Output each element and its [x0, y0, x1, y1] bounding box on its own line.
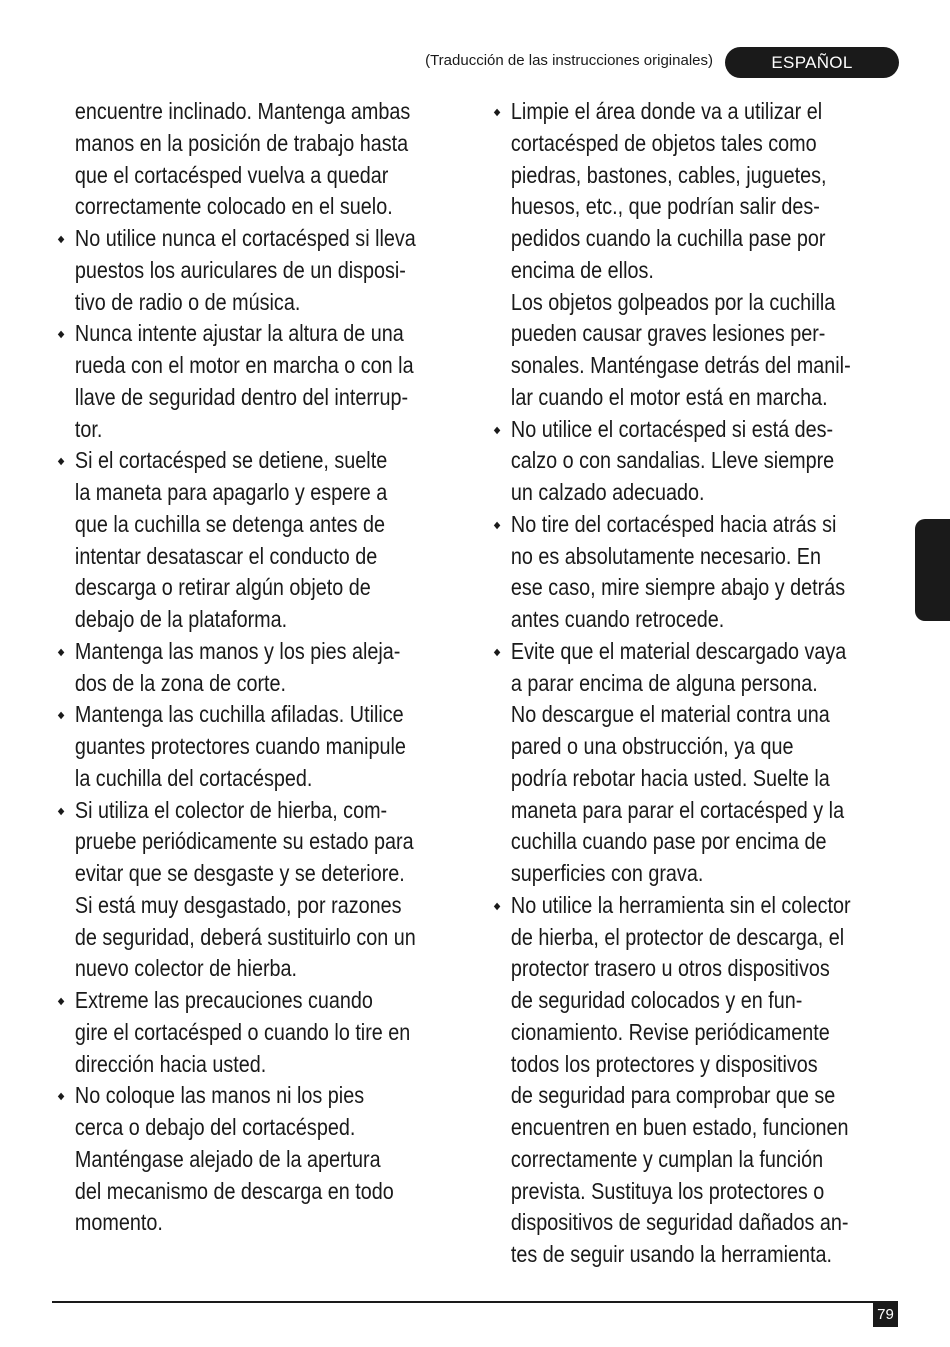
line-text: que el cortacésped vuelva a quedar: [74, 161, 389, 188]
text-line: [492, 1207, 849, 1239]
diamond-bullet-icon: ◆: [57, 329, 65, 341]
line-text: cionamiento. Revise periódicamente: [510, 1018, 830, 1045]
text-line: [492, 128, 846, 160]
line-text: sonales. Manténgase detrás del manil-: [510, 352, 851, 378]
line-text: ese caso, mire siempre abajo y detrás: [510, 574, 846, 601]
text-line: [492, 1144, 846, 1176]
text-line: [56, 731, 409, 763]
text-line: [492, 350, 851, 382]
text-line: [56, 1080, 409, 1112]
line-text: maneta para parar el cortacésped y la: [510, 796, 845, 823]
diamond-bullet-icon: ◆: [57, 805, 65, 817]
line-text: no es absolutamente necesario. En: [510, 542, 822, 569]
language-badge: ESPAÑOL: [725, 47, 899, 78]
text-line: [492, 414, 846, 446]
line-text: encuentren en buen estado, funcionen: [510, 1114, 849, 1140]
line-text: cortacésped de objetos tales como: [510, 129, 817, 156]
text-line: [56, 1207, 409, 1239]
text-line: [492, 1080, 846, 1112]
line-text: Mantenga las cuchilla afiladas. Utilice: [74, 701, 404, 728]
text-line: [492, 287, 846, 319]
text-line: [492, 858, 846, 890]
text-line: [56, 1112, 409, 1144]
line-text: correctamente colocado en el suelo.: [74, 193, 393, 220]
line-text: Si está muy desgastado, por razones: [74, 891, 402, 918]
line-text: de seguridad para comprobar que se: [510, 1082, 836, 1109]
line-text: del mecanismo de descarga en todo: [74, 1177, 394, 1204]
line-text: dispositivos de seguridad dañados an-: [510, 1209, 849, 1236]
diamond-bullet-icon: ◆: [57, 646, 65, 658]
text-line: [492, 1049, 846, 1081]
text-line: [492, 572, 846, 604]
text-line: [492, 795, 846, 827]
left-column: [56, 96, 466, 1239]
text-line: [56, 636, 409, 668]
diamond-bullet-icon: ◆: [57, 1091, 65, 1103]
line-text: de hierba, el protector de descarga, el: [510, 923, 845, 950]
text-line: [492, 477, 846, 509]
line-text: No utilice la herramienta sin el colector: [510, 891, 851, 918]
text-line: [492, 1112, 849, 1144]
text-line: [492, 509, 846, 541]
line-text: pueden causar graves lesiones per-: [510, 320, 826, 347]
line-text: todos los protectores y dispositivos: [510, 1050, 818, 1077]
text-line: [492, 890, 851, 922]
line-text: descarga o retirar algún objeto de: [74, 574, 371, 601]
text-line: [56, 604, 409, 636]
text-line: [492, 223, 846, 255]
text-line: [56, 223, 416, 255]
line-text: dirección hacia usted.: [74, 1050, 267, 1077]
line-text: encuentre inclinado. Mantenga ambas: [74, 98, 411, 124]
line-text: lar cuando el motor está en marcha.: [510, 383, 828, 410]
text-line: [492, 985, 846, 1017]
text-line: [56, 96, 409, 128]
text-line: [56, 826, 414, 858]
text-line: [56, 890, 409, 922]
text-line: [56, 445, 409, 477]
line-text: huesos, etc., que podrían salir des-: [510, 193, 820, 220]
text-line: [56, 477, 409, 509]
text-line: [56, 509, 409, 541]
line-text: rueda con el motor en marcha o con la: [74, 352, 414, 378]
line-text: correctamente y cumplan la función: [510, 1145, 824, 1172]
line-text: tivo de radio o de música.: [74, 288, 301, 315]
line-text: calzo o con sandalias. Lleve siempre: [510, 447, 835, 474]
diamond-bullet-icon: ◆: [57, 710, 65, 722]
diamond-bullet-icon: ◆: [493, 519, 501, 531]
line-text: debajo de la plataforma.: [74, 606, 288, 632]
line-text: podría rebotar hacia usted. Suelte la: [510, 764, 830, 791]
text-line: [56, 858, 409, 890]
line-text: la maneta para apagarlo y espere a: [74, 479, 388, 505]
text-line: [492, 191, 846, 223]
line-text: Limpie el área donde va a utilizar el: [510, 98, 823, 124]
text-line: [56, 699, 409, 731]
line-text: No utilice el cortacésped si está des-: [510, 415, 834, 442]
text-line: [56, 350, 414, 382]
page-number: 79: [873, 1303, 898, 1327]
diamond-bullet-icon: ◆: [493, 107, 501, 118]
text-line: [56, 572, 409, 604]
text-line: [492, 445, 846, 477]
line-text: cuchilla cuando pase por encima de: [510, 828, 827, 855]
diamond-bullet-icon: ◆: [57, 234, 65, 245]
diamond-bullet-icon: ◆: [57, 456, 65, 468]
text-line: [492, 636, 846, 668]
line-text: llave de seguridad dentro del interrup-: [74, 383, 409, 410]
line-text: momento.: [74, 1209, 163, 1236]
diamond-bullet-icon: ◆: [493, 646, 501, 658]
text-line: [56, 160, 409, 192]
text-line: [492, 604, 846, 636]
text-line: [56, 1176, 409, 1208]
text-line: [492, 160, 846, 192]
diamond-bullet-icon: ◆: [493, 900, 501, 912]
text-line: [56, 795, 409, 827]
text-line: [492, 255, 846, 287]
text-line: [56, 382, 409, 414]
text-line: [492, 318, 846, 350]
text-line: [56, 668, 409, 700]
line-text: No coloque las manos ni los pies: [74, 1082, 365, 1109]
line-text: antes cuando retrocede.: [510, 606, 725, 632]
text-line: [492, 1017, 846, 1049]
text-line: [56, 318, 409, 350]
line-text: Mantenga las manos y los pies aleja-: [74, 637, 401, 664]
line-text: piedras, bastones, cables, juguetes,: [510, 161, 827, 188]
translation-note: (Traducción de las instrucciones originales): [425, 52, 713, 69]
footer-rule: [52, 1301, 898, 1303]
line-text: Si utiliza el colector de hierba, com-: [74, 796, 388, 823]
text-line: [56, 287, 409, 319]
diamond-bullet-icon: ◆: [57, 996, 65, 1007]
line-text: intentar desatascar el conducto de: [74, 542, 378, 569]
line-text: a parar encima de alguna persona.: [510, 669, 818, 696]
line-text: puestos los auriculares de un disposi-: [74, 256, 406, 283]
line-text: No utilice nunca el cortacésped si lleva: [74, 225, 416, 251]
section-tab: [915, 519, 950, 621]
text-line: [492, 826, 846, 858]
line-text: gire el cortacésped o cuando lo tire en: [74, 1018, 411, 1045]
text-line: [56, 191, 409, 223]
line-text: un calzado adecuado.: [510, 479, 705, 505]
line-text: Extreme las precauciones cuando: [74, 987, 373, 1013]
line-text: cerca o debajo del cortacésped.: [74, 1114, 356, 1140]
text-line: [492, 763, 846, 795]
line-text: protector trasero u otros dispositivos: [510, 955, 830, 982]
right-column: [492, 96, 904, 1271]
line-text: nuevo colector de hierba.: [74, 955, 298, 982]
text-line: [492, 731, 846, 763]
line-text: superficies con grava.: [510, 860, 704, 886]
text-line: [492, 96, 846, 128]
line-text: de seguridad colocados y en fun-: [510, 987, 803, 1013]
line-text: Si el cortacésped se detiene, suelte: [74, 447, 388, 474]
line-text: Manténgase alejado de la apertura: [74, 1145, 381, 1172]
line-text: encima de ellos.: [510, 256, 654, 283]
line-text: tes de seguir usando la herramienta.: [510, 1241, 832, 1267]
line-text: evitar que se desgaste y se deteriore.: [74, 860, 405, 886]
line-text: manos en la posición de trabajo hasta: [74, 129, 409, 156]
line-text: Los objetos golpeados por la cuchilla: [510, 288, 836, 315]
line-text: pruebe periódicamente su estado para: [74, 828, 414, 855]
text-line: [492, 382, 846, 414]
text-line: [492, 1239, 846, 1271]
text-line: [56, 922, 416, 954]
line-text: prevista. Sustituya los protectores o: [510, 1177, 825, 1204]
text-line: [492, 953, 846, 985]
line-text: que la cuchilla se detenga antes de: [74, 510, 386, 537]
text-line: [56, 953, 409, 985]
text-line: [56, 763, 409, 795]
line-text: tor.: [74, 415, 103, 442]
text-line: [56, 1049, 409, 1081]
text-line: [492, 541, 846, 573]
text-line: [492, 699, 846, 731]
text-line: [492, 668, 846, 700]
text-line: [56, 128, 409, 160]
text-line: [56, 985, 409, 1017]
text-line: [56, 1017, 409, 1049]
line-text: Nunca intente ajustar la altura de una: [74, 320, 404, 347]
line-text: No tire del cortacésped hacia atrás si: [510, 510, 837, 537]
text-line: [56, 414, 409, 446]
line-text: guantes protectores cuando manipule: [74, 733, 406, 759]
diamond-bullet-icon: ◆: [493, 424, 501, 436]
text-line: [56, 255, 409, 287]
line-text: de seguridad, deberá sustituirlo con un: [74, 923, 416, 950]
text-line: [56, 541, 409, 573]
text-line: [56, 1144, 409, 1176]
line-text: la cuchilla del cortacésped.: [74, 764, 313, 791]
text-line: [492, 1176, 846, 1208]
line-text: dos de la zona de corte.: [74, 669, 287, 696]
line-text: pedidos cuando la cuchilla pase por: [510, 225, 826, 251]
text-line: [492, 922, 846, 954]
line-text: pared o una obstrucción, ya que: [510, 733, 794, 759]
line-text: Evite que el material descargado vaya: [510, 637, 847, 664]
line-text: No descargue el material contra una: [510, 701, 830, 728]
